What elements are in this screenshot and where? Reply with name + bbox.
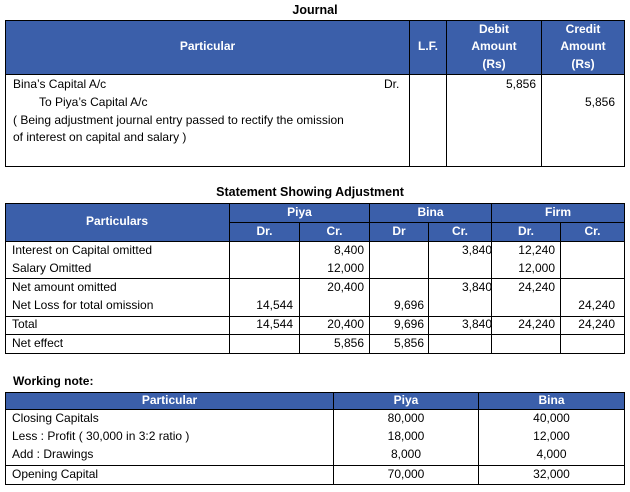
adjustment-header-particulars: Particulars: [85, 214, 149, 228]
journal-narration-2: of interest on capital and salary ): [13, 130, 187, 144]
working-note-cell: 4,000: [536, 447, 567, 461]
adjustment-cell: 8,400: [333, 243, 364, 257]
journal-header-debit-3: (Rs): [482, 57, 506, 71]
journal-header-lf: L.F.: [418, 39, 438, 53]
adjustment-row-label: Salary Omitted: [12, 261, 92, 275]
adjustment-row-label: Net amount omitted: [12, 280, 117, 294]
adjustment-cell: 14,544: [256, 298, 293, 312]
adjustment-cell: 20,400: [327, 317, 364, 331]
adjustment-cell: 14,544: [256, 317, 293, 331]
adjustment-cell: 24,240: [578, 298, 615, 312]
adjustment-row-label: Total: [12, 317, 38, 331]
journal-debit-amount: 5,856: [505, 77, 536, 91]
journal-header-debit-2: Amount: [471, 39, 517, 53]
adjustment-cell: 9,696: [393, 298, 424, 312]
adjustment-cell: 9,696: [393, 317, 424, 331]
journal-debit-account: Bina’s Capital A/c: [13, 77, 107, 91]
journal-header-credit-3: (Rs): [571, 57, 595, 71]
working-note-cell: 8,000: [390, 447, 422, 461]
adjustment-header-firm-cr: Cr.: [584, 224, 601, 238]
working-note-cell: 80,000: [387, 411, 425, 425]
journal-header-particular: Particular: [179, 39, 236, 53]
adjustment-cell: 24,240: [578, 317, 615, 331]
adjustment-header-piya-cr: Cr.: [326, 224, 343, 238]
working-note-row-label: Add : Drawings: [12, 447, 94, 461]
adjustment-cell: 12,240: [518, 243, 555, 257]
adjustment-header-bina-cr: Cr.: [451, 224, 468, 238]
adjustment-header-piya: Piya: [287, 205, 312, 219]
adjustment-cell: 3,840: [461, 317, 492, 331]
adjustment-cell: 24,240: [518, 280, 555, 294]
adjustment-row-label: Interest on Capital omitted: [12, 243, 153, 257]
adjustment-header-bina: Bina: [417, 205, 444, 219]
working-note-cell: 70,000: [387, 467, 425, 481]
working-note-cell: 32,000: [533, 467, 570, 481]
adjustment-row-label: Net Loss for total omission: [12, 298, 154, 312]
adjustment-header-firm: Firm: [544, 205, 571, 219]
adjustment-header-bina-dr: Dr: [392, 224, 406, 238]
adjustment-cell: 12,000: [327, 261, 364, 275]
adjustment-cell: 12,000: [518, 261, 555, 275]
working-note-title: Working note:: [13, 374, 94, 388]
journal-header-debit-1: Debit: [479, 22, 509, 36]
adjustment-cell: 3,840: [461, 280, 492, 294]
working-note-cell: 40,000: [533, 411, 570, 425]
adjustment-cell: 20,400: [327, 280, 364, 294]
working-note-header-bina: Bina: [538, 393, 565, 407]
adjustment-title: Statement Showing Adjustment: [216, 185, 404, 199]
working-note-row-label: Closing Capitals: [12, 411, 99, 425]
working-note-header-particular: Particular: [141, 393, 198, 407]
journal-header-credit-2: Amount: [560, 39, 606, 53]
working-note-cell: 12,000: [533, 429, 570, 443]
journal-header-credit-1: Credit: [565, 22, 601, 36]
adjustment-cell: 24,240: [518, 317, 555, 331]
adjustment-cell: 3,840: [461, 243, 492, 257]
journal-dr-label: Dr.: [384, 77, 400, 91]
working-note-header-piya: Piya: [393, 393, 419, 407]
adjustment-cell: 5,856: [333, 336, 364, 350]
journal-narration-1: ( Being adjustment journal entry passed to rectify the omission: [13, 113, 344, 127]
working-note-cell: 18,000: [387, 429, 425, 443]
adjustment-header-firm-dr: Dr.: [517, 224, 534, 238]
journal-title: Journal: [292, 3, 338, 17]
journal-credit-account: To Piya’s Capital A/c: [39, 95, 148, 109]
adjustment-row-label: Net effect: [12, 336, 64, 350]
journal-credit-amount: 5,856: [584, 95, 615, 109]
adjustment-cell: 5,856: [393, 336, 424, 350]
working-note-row-label: Less : Profit ( 30,000 in 3:2 ratio ): [12, 429, 190, 443]
working-note-row-label: Opening Capital: [12, 467, 99, 481]
adjustment-header-piya-dr: Dr.: [256, 224, 273, 238]
